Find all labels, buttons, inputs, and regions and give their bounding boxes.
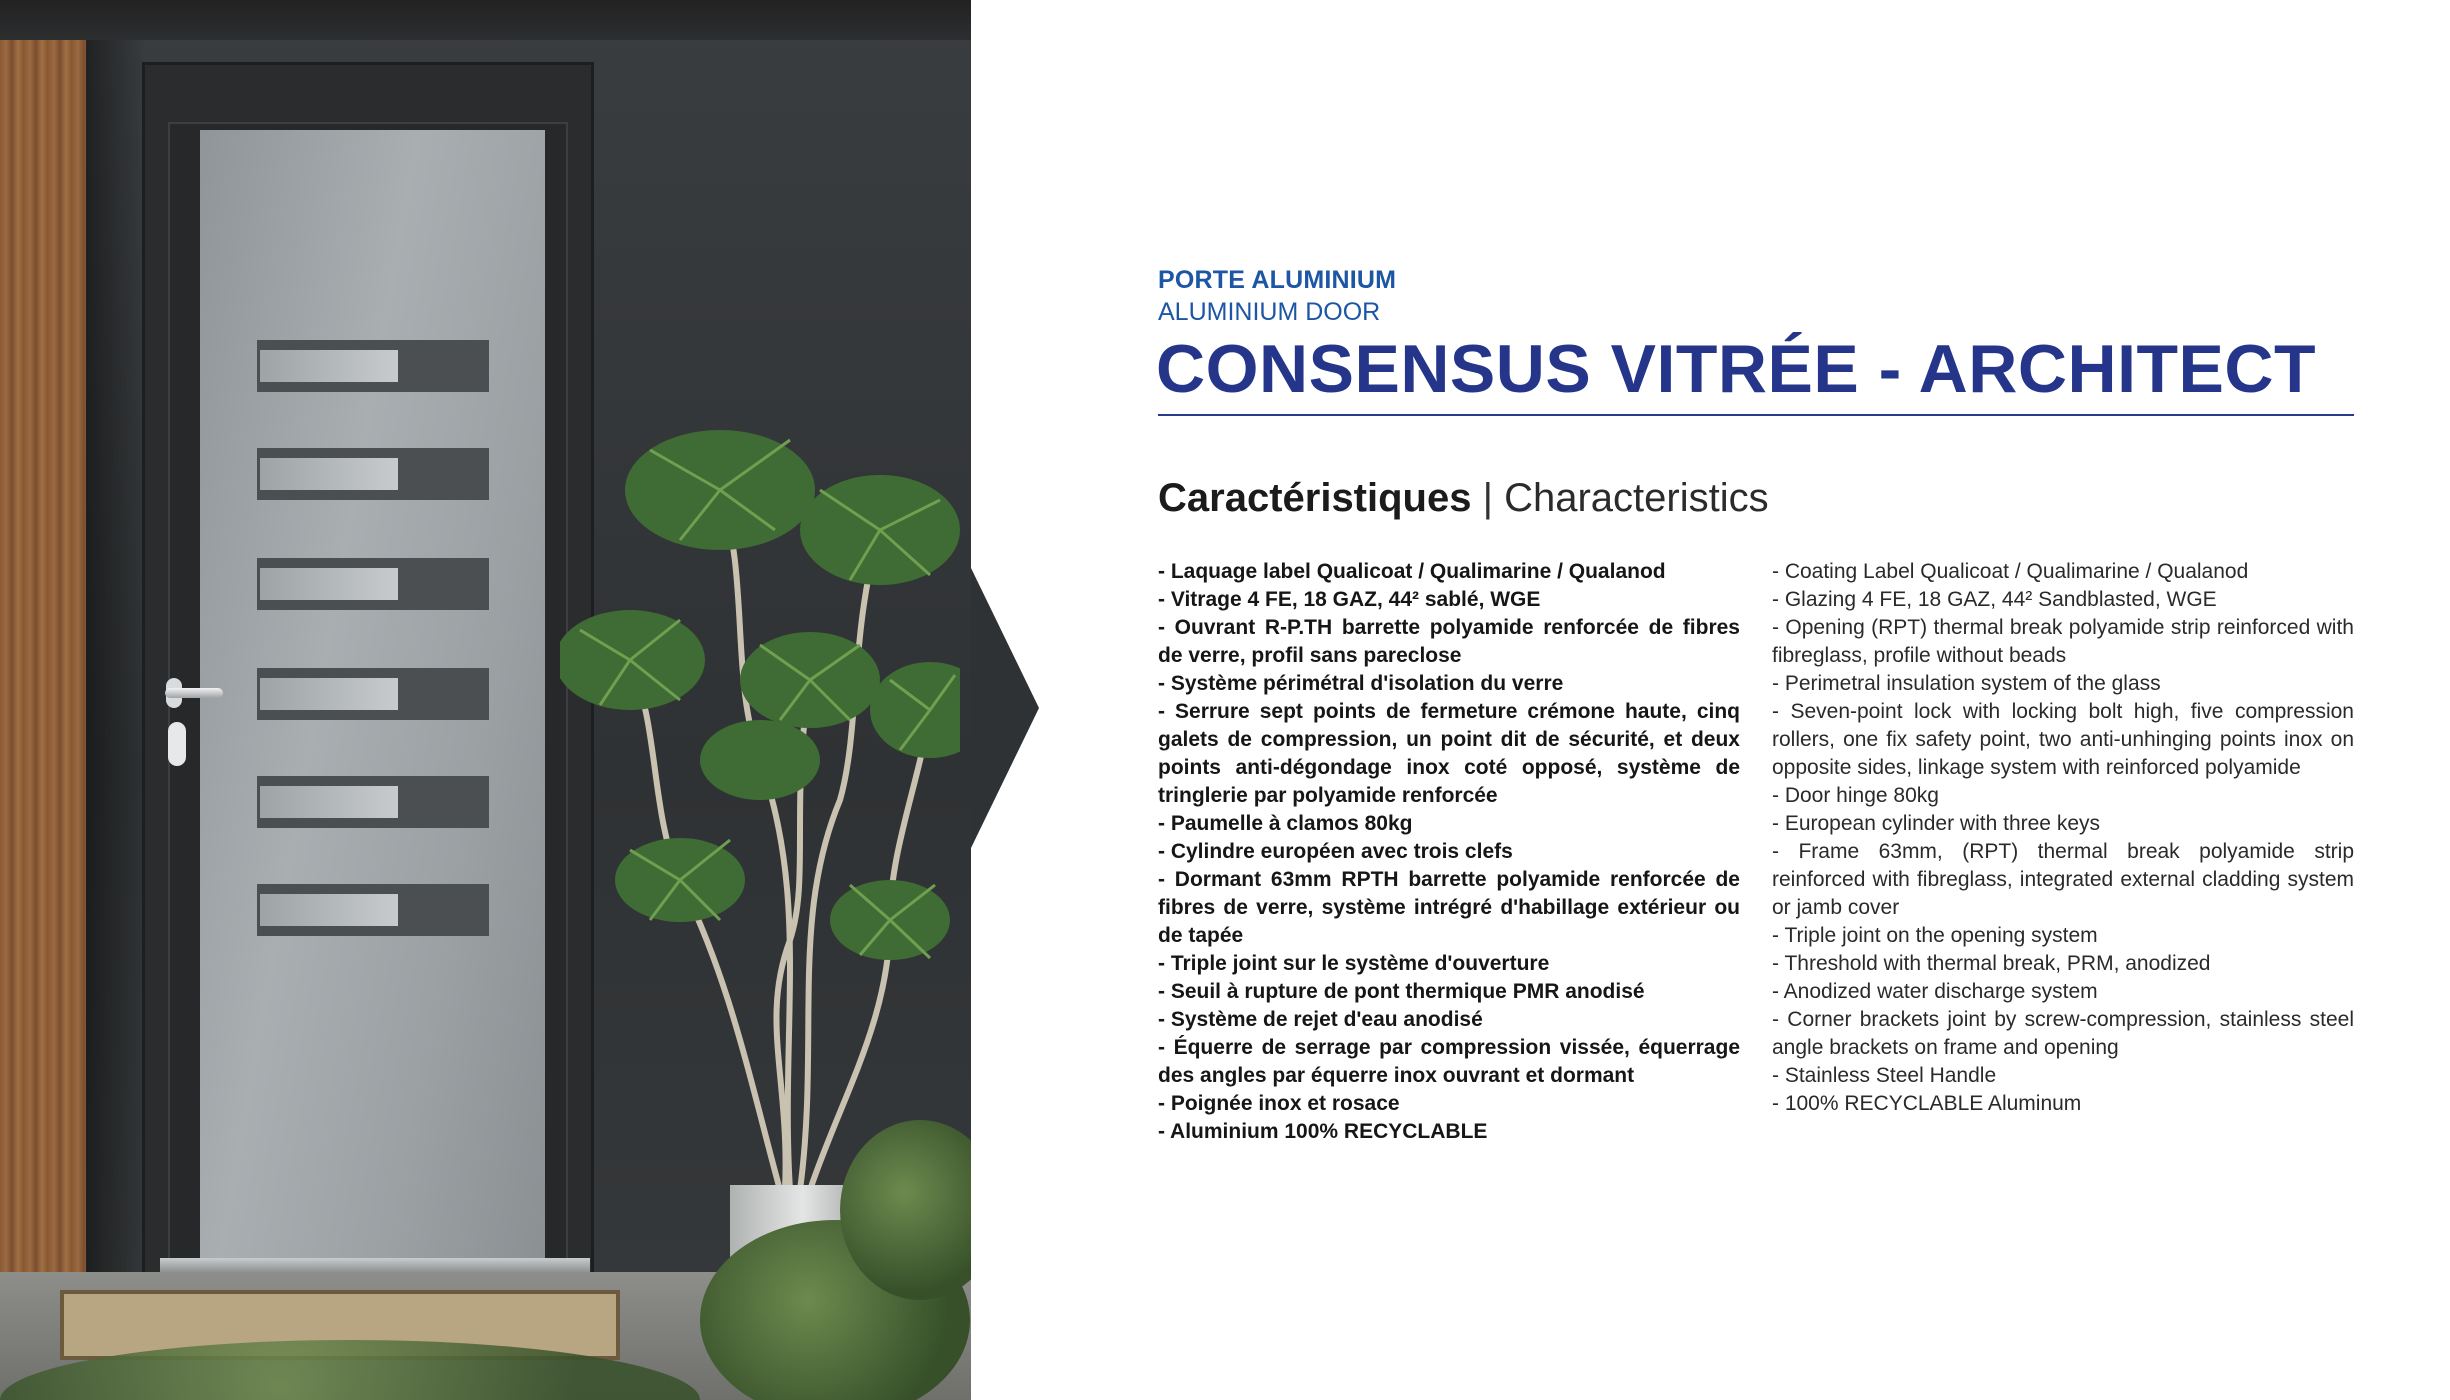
feature-fr: - Aluminium 100% RECYCLABLE — [1158, 1120, 1488, 1143]
section-heading-fr: Caractéristiques — [1158, 476, 1472, 520]
feature-en: - Perimetral insulation system of the glass — [1772, 672, 2161, 695]
feature-fr: - Système de rejet d'eau anodisé — [1158, 1008, 1483, 1031]
product-photo — [0, 0, 971, 1400]
feature-fr: - Dormant 63mm RPTH barrette polyamide renforcée de fibres de verre, système intrégré d'habillage extérieur ou de tapée — [1158, 868, 1740, 947]
product-title: CONSENSUS VITRÉE - ARCHITECT — [1156, 331, 2317, 407]
feature-fr: - Serrure sept points de fermeture crémone haute, cinq galets de compression, un point dit de sécurité, et deux points anti-dégondage inox coté opposé, système de tringlerie par polyamide renforcée — [1158, 700, 1740, 807]
feature-en: - Glazing 4 FE, 18 GAZ, 44² Sandblasted, WGE — [1772, 588, 2217, 611]
glass-stripe-highlight — [260, 678, 398, 710]
arrow-notch — [971, 568, 1039, 848]
door-handle — [165, 688, 223, 698]
glass-stripe-highlight — [260, 350, 398, 382]
feature-en: - European cylinder with three keys — [1772, 812, 2100, 835]
feature-en: - Stainless Steel Handle — [1772, 1064, 1997, 1087]
features-list-fr — [1158, 558, 1740, 1146]
feature-en: - Anodized water discharge system — [1772, 980, 2098, 1003]
wood-cladding — [0, 0, 86, 1400]
feature-en: - Opening (RPT) thermal break polyamide strip reinforced with fibreglass, profile without beads — [1772, 616, 2354, 667]
feature-fr: - Vitrage 4 FE, 18 GAZ, 44² sablé, WGE — [1158, 588, 1541, 611]
soffit — [0, 0, 971, 40]
feature-fr: - Système périmétral d'isolation du verre — [1158, 672, 1564, 695]
features-list-en — [1772, 558, 2354, 1118]
feature-en: - Threshold with thermal break, PRM, anodized — [1772, 952, 2211, 975]
glass-stripe-highlight — [260, 894, 398, 926]
feature-en: - Frame 63mm, (RPT) thermal break polyamide strip reinforced with fibreglass, integrated external cladding system or jamb cover — [1772, 840, 2354, 919]
category-label-en: ALUMINIUM DOOR — [1158, 298, 1381, 326]
feature-en: - Seven-point lock with locking bolt high, five compression rollers, one fix safety point, two anti-unhinging points inox on opposite sides, linkage system with reinforced polyamide — [1772, 700, 2354, 779]
section-heading-en: Characteristics — [1504, 476, 1769, 520]
feature-fr: - Cylindre européen avec trois clefs — [1158, 840, 1513, 863]
feature-fr: - Poignée inox et rosace — [1158, 1092, 1400, 1115]
door-threshold — [160, 1258, 590, 1272]
glass-stripe-highlight — [260, 786, 398, 818]
feature-en: - 100% RECYCLABLE Aluminum — [1772, 1092, 2082, 1115]
feature-fr: - Triple joint sur le système d'ouverture — [1158, 952, 1550, 975]
feature-fr: - Paumelle à clamos 80kg — [1158, 812, 1413, 835]
lock-cylinder — [168, 722, 186, 766]
glass-stripe-highlight — [260, 568, 398, 600]
title-divider — [1158, 414, 2354, 416]
feature-fr: - Ouvrant R-P.TH barrette polyamide renforcée de fibres de verre, profil sans pareclose — [1158, 616, 1740, 667]
feature-fr: - Laquage label Qualicoat / Qualimarine / Qualanod — [1158, 560, 1666, 583]
category-label-fr: PORTE ALUMINIUM — [1158, 266, 1397, 294]
feature-fr: - Équerre de serrage par compression vissée, équerrage des angles par équerre inox ouvrant et dormant — [1158, 1036, 1740, 1087]
section-heading-separator: | — [1471, 476, 1505, 520]
feature-en: - Corner brackets joint by screw-compression, stainless steel angle brackets on frame and opening — [1772, 1008, 2354, 1059]
feature-en: - Door hinge 80kg — [1772, 784, 1939, 807]
feature-fr: - Seuil à rupture de pont thermique PMR anodisé — [1158, 980, 1645, 1003]
section-heading — [1158, 476, 1769, 521]
glass-stripe-highlight — [260, 458, 398, 490]
wall-shadow — [86, 0, 146, 1400]
feature-en: - Triple joint on the opening system — [1772, 924, 2098, 947]
feature-en: - Coating Label Qualicoat / Qualimarine / Qualanod — [1772, 560, 2249, 583]
dracaena-plant — [560, 380, 960, 1200]
